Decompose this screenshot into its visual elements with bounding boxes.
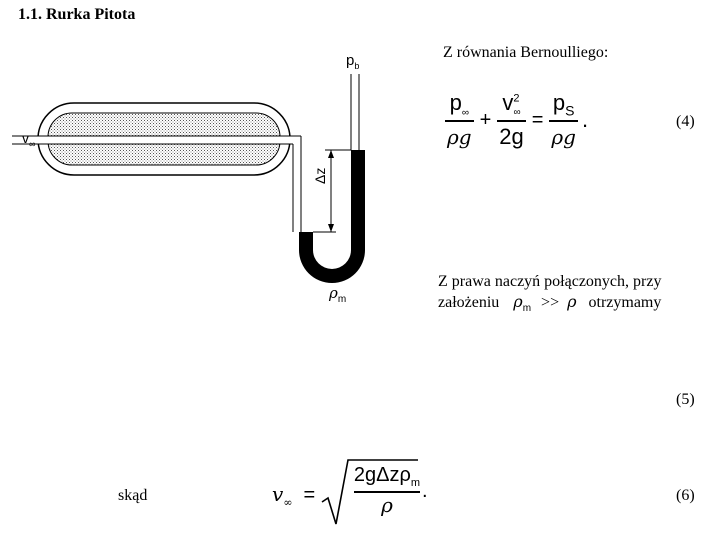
label-rho-m: $\rho_m$	[329, 284, 347, 305]
equation-6: $v_\infty$ = 2gΔzρ$_m$ ρ .	[272, 458, 442, 528]
label-delta-z: Δz	[312, 167, 328, 184]
equation-number-6: (6)	[676, 487, 695, 504]
vessels-text-line1: Z prawa naczyń połączonych, przy	[438, 273, 662, 290]
bernoulli-intro: Z równania Bernoulliego:	[443, 44, 609, 61]
u-tube-liquid	[299, 150, 365, 283]
page-title: 1.1. Rurka Pitota	[18, 6, 136, 23]
eq6-fraction: 2gΔzρ$_m$ ρ	[353, 464, 421, 517]
vessels-text-line2: założeniu $\rho_m >> \rho$ otrzymamy	[438, 292, 662, 315]
label-v-infinity: $v_\infty$	[22, 130, 36, 149]
eq4-term3: $\frac{p_S}{\rho g}$	[551, 90, 576, 150]
eq4-term2: $\frac{v^2_\infty}{2g}$	[499, 90, 524, 150]
equation-4: $\frac{p_\infty}{\rho g}$ + $\frac{v^2_\infty}{2g}$ = $\frac{p_S}{\rho g}$ .	[447, 90, 589, 150]
pitot-tube-diagram	[0, 40, 400, 310]
eq4-term1: $\frac{p_\infty}{\rho g}$	[447, 90, 472, 150]
skad-label: skąd	[118, 487, 148, 504]
equation-number-5: (5)	[676, 391, 695, 408]
label-pb: $p_b$	[346, 52, 360, 71]
equation-number-4: (4)	[676, 113, 695, 130]
